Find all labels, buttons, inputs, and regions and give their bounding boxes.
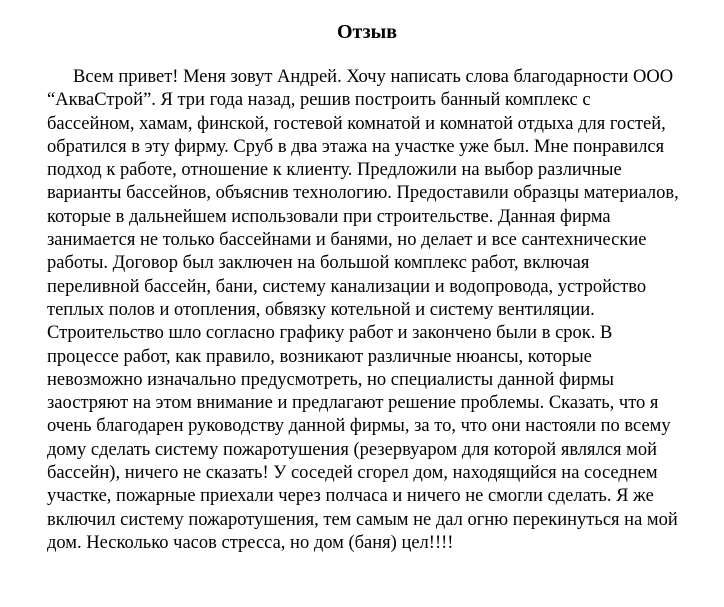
paragraph-line: участке, пожарные приехали через полчаса и ничего не смогли сделать. Я же (47, 486, 654, 507)
paragraph-line: процессе работ, как правило, возникают различные нюансы, которые (47, 346, 592, 367)
paragraph-line: переливной бассейн, бани, систему канализации и водопровода, устройство (47, 276, 647, 297)
paragraph-line: варианты бассейнов, объяснив технологию. Предоставили образцы материалов, (47, 183, 679, 204)
paragraph-line: работы. Договор был заключен на большой комплекс работ, включая (47, 253, 590, 274)
paragraph-line: подход к работе, отношение к клиенту. Предложили на выбор различные (47, 160, 622, 181)
paragraph-line: Всем привет! Меня зовут Андрей. Хочу написать слова благодарности ООО (73, 67, 674, 87)
paragraph-line: обратился в эту фирму. Сруб в два этажа на участке уже был. Мне понравился (47, 136, 665, 157)
paragraph-line: бассейн), ничего не сказать! У соседей сгорел дом, находящийся на соседнем (47, 463, 658, 484)
paragraph-line: бассейном, хамам, финской, гостевой комнатой и комнатой отдыха для гостей, (47, 113, 666, 134)
paragraph-line: Строительство шло согласно графику работ и закончено были в срок. В (47, 323, 613, 344)
paragraph-line: невозможно изначально предусмотреть, но специалисты данной фирмы (47, 369, 614, 390)
paragraph-line: заостряют на этом внимание и предлагают решение проблемы. Сказать, что я (47, 393, 659, 414)
paragraph-line: которые в дальнейшем использовали при строительстве. Данная фирма (47, 206, 611, 227)
review-paragraph (47, 66, 697, 555)
paragraph-line: дому сделать систему пожаротушения (резервуаром для которой являлся мой (47, 439, 658, 460)
page-title: Отзыв (336, 21, 398, 43)
paragraph-line: дом. Несколько часов стресса, но дом (баня) цел!!!! (47, 532, 454, 553)
paragraph-line: включил систему пожаротушения, тем самым не дал огню перекинуться на мой (47, 509, 678, 530)
paragraph-line: “АкваСтрой”. Я три года назад, решив построить банный комплекс с (47, 90, 591, 111)
paragraph-line: очень благодарен руководству данной фирмы, за то, что они настояли по всему (47, 416, 671, 437)
paragraph-line: занимается не только бассейнами и банями, но делает и все сантехнические (47, 230, 647, 251)
paragraph-line: теплых полов и отопления, обвязку котельной и систему вентиляции. (47, 299, 595, 320)
